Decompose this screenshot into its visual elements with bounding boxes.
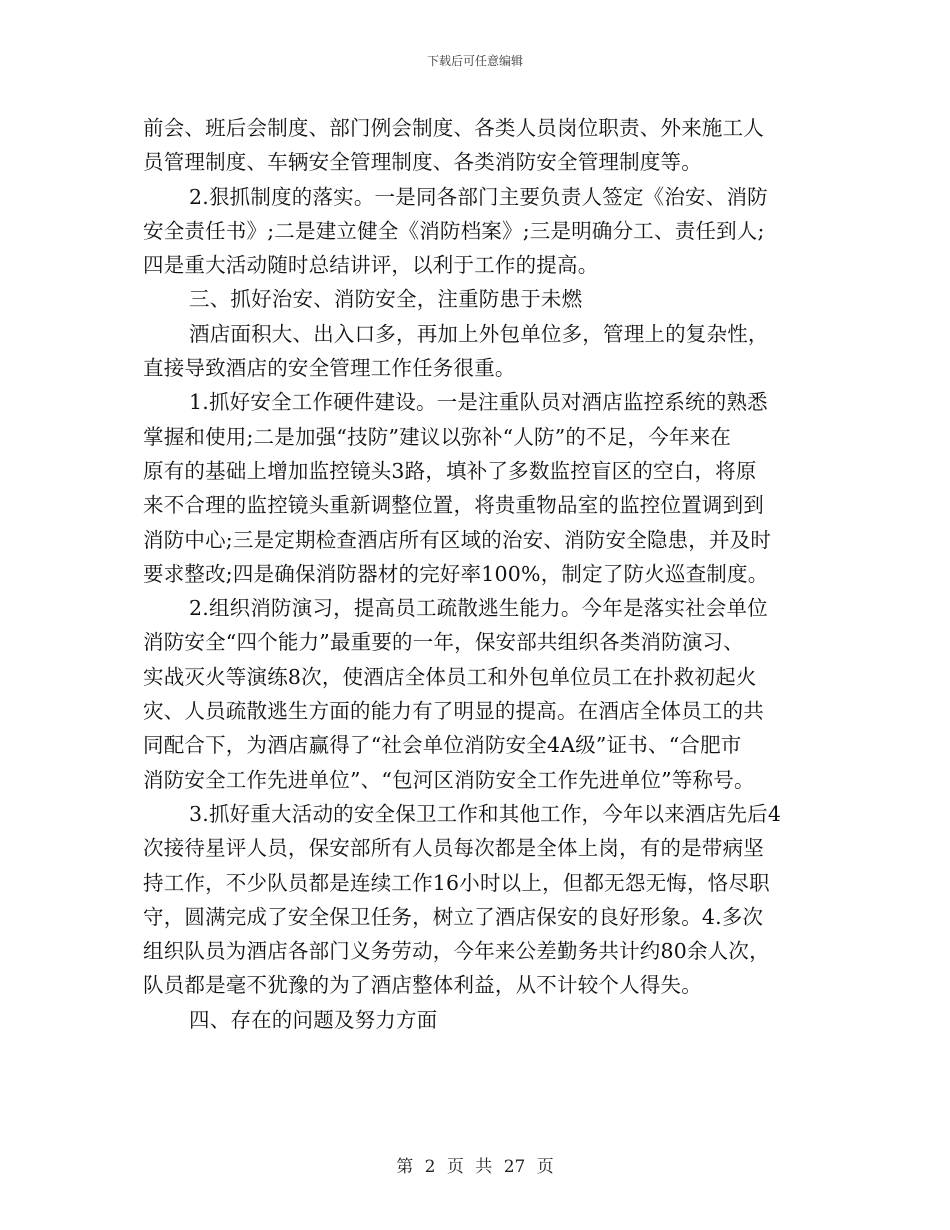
- text-line: 要求整改;四是确保消防器材的完好率100%，制定了防火巡查制度。: [143, 561, 769, 586]
- paragraph-start: 酒店面积大、出入口多，再加上外包单位多，管理上的复杂性，: [189, 321, 769, 346]
- text-line: 同配合下，为酒店赢得了“社会单位消防安全4A级”证书、“合肥市: [143, 733, 742, 758]
- text-line: 直接导致酒店的安全管理工作任务很重。: [143, 356, 516, 381]
- paragraph-start: 2.狠抓制度的落实。一是同各部门主要负责人签定《治安、消防: [189, 184, 768, 209]
- page-number-footer: 第 2 页 共 27 页: [396, 1157, 554, 1177]
- section-heading: 四、存在的问题及努力方面: [189, 1007, 438, 1032]
- text-line: 四是重大活动随时总结讲评，以利于工作的提高。: [143, 253, 599, 278]
- text-line: 组织队员为酒店各部门义务劳动，今年来公差勤务共计约80余人次，: [143, 939, 770, 964]
- text-line: 掌握和使用;二是加强“技防”建议以弥补“人防”的不足，今年来在: [143, 424, 732, 449]
- text-line: 员管理制度、车辆安全管理制度、各类消防安全管理制度等。: [143, 150, 702, 175]
- text-line: 队员都是毫不犹豫的为了酒店整体利益，从不计较个人得失。: [143, 973, 702, 998]
- text-line: 安全责任书》;二是建立健全《消防档案》;三是明确分工、责任到人;: [143, 218, 765, 243]
- paragraph-start: 1.抓好安全工作硬件建设。一是注重队员对酒店监控系统的熟悉: [189, 390, 768, 415]
- text-line: 灾、人员疏散逃生方面的能力有了明显的提高。在酒店全体员工的共: [143, 699, 764, 724]
- section-heading: 三、抓好治安、消防安全，注重防患于未燃: [189, 287, 583, 312]
- text-line: 次接待星评人员，保安部所有人员每次都是全体上岗，有的是带病坚: [143, 836, 764, 861]
- text-line: 消防安全“四个能力”最重要的一年，保安部共组织各类消防演习、: [143, 630, 744, 655]
- text-line: 前会、班后会制度、部门例会制度、各类人员岗位职责、外来施工人: [143, 116, 764, 140]
- text-line: 消防中心;三是定期检查酒店所有区域的治安、消防安全隐患，并及时: [143, 527, 772, 552]
- text-line: 来不合理的监控镜头重新调整位置，将贵重物品室的监控位置调到到: [143, 493, 764, 518]
- text-line: 守，圆满完成了安全保卫任务，树立了酒店保安的良好形象。4.多次: [143, 904, 764, 929]
- text-line: 消防安全工作先进单位”、“包河区消防安全工作先进单位”等称号。: [143, 767, 755, 792]
- paragraph-start: 3.抓好重大活动的安全保卫工作和其他工作，今年以来酒店先后4: [189, 801, 782, 826]
- text-line: 实战灭火等演练8次，使酒店全体员工和外包单位员工在扑救初起火: [143, 664, 757, 689]
- page-header: 下载后可任意编辑: [426, 54, 523, 68]
- document-body: [143, 111, 813, 1037]
- paragraph-start: 2.组织消防演习，提高员工疏散逃生能力。今年是落实社会单位: [189, 596, 768, 621]
- text-line: 原有的基础上增加监控镜头3路，填补了多数监控盲区的空白，将原: [143, 458, 757, 483]
- text-line: 持工作，不少队员都是连续工作16小时以上，但都无怨无悔，恪尽职: [143, 870, 770, 895]
